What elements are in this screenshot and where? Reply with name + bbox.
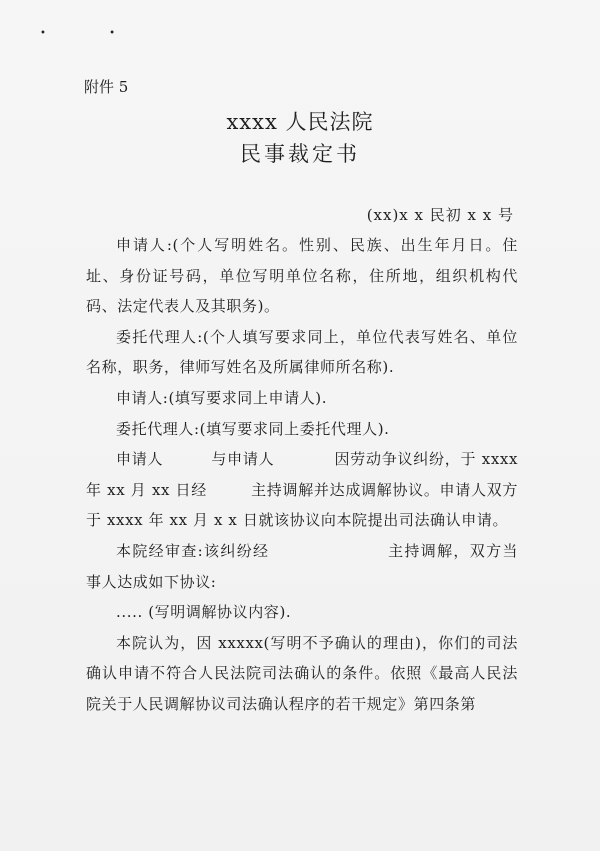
- paragraph-agent-2: 委托代理人:(填写要求同上委托代理人).: [116, 419, 390, 438]
- paragraph-agreement-content: ..... (写明调解协议内容).: [116, 603, 292, 622]
- review-intro: 本院经审查:该纠纷经: [116, 541, 270, 560]
- paragraph-agent-1: 委托代理人:(个人填写要求同上，单位代表写姓名、单位名称，职务，律师写姓名及所属律师所名称).: [86, 327, 518, 377]
- review-agreement: 主持调解，双方当事人达成如下协议:: [86, 541, 518, 591]
- dispute-mediation: 主持调解并达成调解协议。申请人双方于 xxxx 年 xx 月 x x 日就该协议向本院提出司法确认申请。: [86, 480, 518, 530]
- paragraph-applicant-2: 申请人:(填写要求同上申请人).: [116, 388, 328, 407]
- attachment-label: 附件 5: [84, 78, 129, 96]
- paragraph-court-opinion: 本院认为，因 xxxxx(写明不予确认的理由)，你们的司法确认申请不符合人民法院司法确认的条件。依照《最高人民法院关于人民调解协议司法确认程序的若干规定》第四条第: [86, 633, 518, 713]
- paragraph-review: [86, 536, 518, 597]
- dispute-cause: 因劳动争议纠纷，于 xxxx 年 xx 月 xx 日经: [86, 450, 518, 499]
- document-body: [86, 230, 518, 720]
- paragraph-applicant-1: 申请人:(个人写明姓名。性别、民族、出生年月日。住址、身份证号码，单位写明单位名称，住所地，组织机构代码、法定代表人及其职务)。: [86, 236, 518, 316]
- document-title: 民事裁定书: [240, 142, 360, 166]
- paragraph-dispute: [86, 444, 518, 536]
- case-number: (xx)x x 民初 x x 号: [366, 206, 514, 224]
- court-title: xxxx 人民法院: [226, 110, 374, 134]
- dispute-applicant: 申请人: [116, 450, 164, 469]
- scan-specks: • •: [40, 28, 145, 39]
- dispute-with-applicant: 与申请人: [211, 450, 275, 469]
